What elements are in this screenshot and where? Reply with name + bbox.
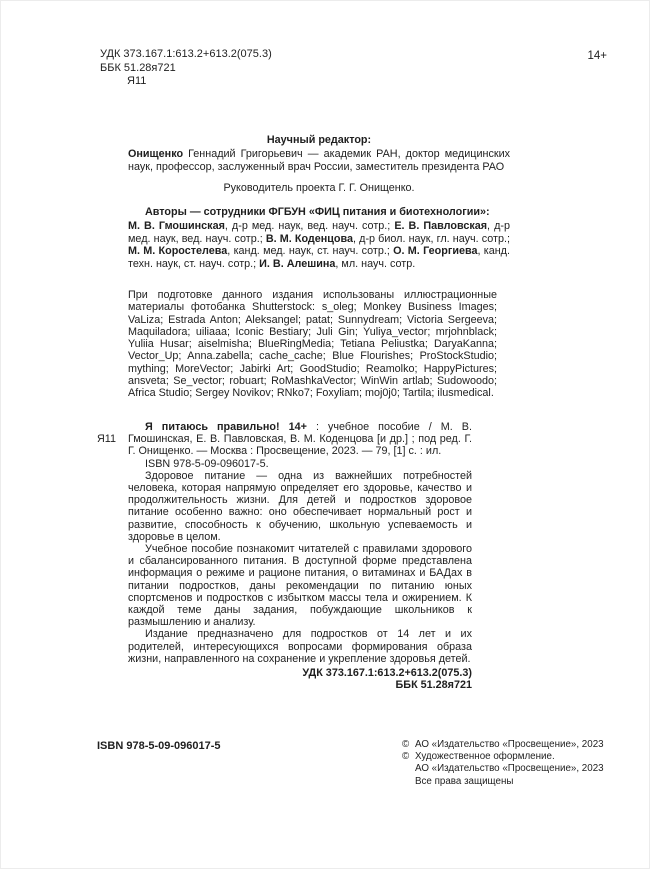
- science-editor-description: [128, 148, 510, 173]
- authors-section: [128, 206, 510, 270]
- authors-list: [128, 220, 510, 270]
- author-name: М. М. Коростелева: [128, 245, 228, 258]
- author-name: М. В. Гмошинская: [128, 220, 225, 233]
- card-isbn: ISBN 978-5-09-096017-5.: [145, 457, 269, 470]
- authors-heading: Авторы — сотрудники ФГБУН «ФИЦ питания и биотехнологии»:: [145, 206, 490, 218]
- author-credentials: , д-р мед. наук, вед. науч. сотр.;: [224, 220, 395, 233]
- card-margin-code: Я11: [97, 433, 117, 445]
- catalog-card: [97, 421, 472, 692]
- copyright-text: Все права защищены: [415, 775, 514, 787]
- annotation-paragraph: Издание предназначено для подростков от 14 лет и их родителей, интересующихся вопросами формирования образа жизни, направленного на сохранение и укрепление здоровья детей.: [128, 628, 472, 665]
- udk-code: УДК 373.167.1:613.2+613.2(075.3): [100, 48, 272, 60]
- copyright-line: [402, 763, 604, 775]
- annotation-paragraph: Здоровое питание — одна из важнейших потребностей человека, которая напрямую определяет его здоровье, качество и продолжительность жизни. Для детей и подростков здоровое питание особенно важно: оно обеспечивает нормальный рост и развитие, способность к обучению, школьную успеваемость и здоровье в целом.: [128, 469, 472, 543]
- footer-isbn: ISBN 978-5-09-096017-5: [97, 740, 221, 752]
- science-editor-section: [128, 134, 510, 195]
- copyright-text: Художественное оформление.: [415, 751, 555, 763]
- author-credentials: , д-р мед. наук, вед. науч. сотр.;: [128, 220, 510, 245]
- project-lead-line: Руководитель проекта Г. Г. Онищенко.: [223, 182, 415, 195]
- age-rating-mark: 14+: [587, 50, 607, 62]
- annotation-paragraph: Учебное пособие познакомит читателей с правилами здорового и сбалансированного питания. В доступной форме представлена информация о режиме и рационе питания, о витаминах и БАДах в питании подростков, даны рекомендации по питанию юных спортсменов и подростков с избытком массы тела и ожирением. К каждой теме даны задания, побуждающие школьников к размышлению и анализу.: [128, 543, 472, 629]
- card-bbk-code: ББК 51.28я721: [395, 679, 472, 692]
- copyright-icon: [402, 776, 415, 788]
- author-name: О. М. Георгиева: [393, 245, 478, 258]
- copyright-text: АО «Издательство «Просвещение», 2023: [415, 739, 604, 750]
- copyright-line: [402, 739, 604, 751]
- card-title-details: : учебное пособие / М. В. Гмошинская, Е. В. Павловская, В. М. Коденцова [и др.] ; под ред. Г. Г. Онищенко. — Москва : Просвещение, 2023. — 79, [1] с. : ил.: [128, 421, 472, 458]
- author-credentials: , д-р биол. наук, гл. науч. сотр.;: [353, 232, 510, 245]
- copyright-icon: ©: [402, 751, 410, 763]
- editor-surname: Онищенко: [128, 148, 184, 161]
- copyright-line: [402, 776, 604, 788]
- book-title: Я питаюсь правильно! 14+: [145, 421, 307, 433]
- illustration-credits: При подготовке данного издания использованы иллюстрационные материалы фотобанка Shutterstock: s_oleg; Monkey Business Images; VaLiza; Estrada Anton; Aleksangel; patat; Sunnydream; Victoria Sergeeva; Maquiladora; uiliaaa; Iconic Bestiary; Juli Gin; Yuliya_vector; mrjohnblack; Yuliia Husar; aiselmisha; BlueRingMedia; Tetiana Peliustka; DaryaKanna; Vector_Up; Anna.zabella; cache_cache; Blue Flourishes; ProStockStudio; mything; MoreVector; Jabirki Art; GoodStudio; Reamolko; HappyPictures; ansveta; Se_vector; robuart; RoMashkaVector; WinWin artlab; Sudowoodo; Africa Studio; Sergey Novikov; RNko7; Foxyliam; moj0j0; Tartila; ilusmedical.: [128, 289, 497, 400]
- top-catalog-codes: [100, 48, 272, 89]
- author-name: Е. В. Павловская: [394, 220, 488, 233]
- author-name: В. М. Коденцова: [265, 232, 354, 245]
- annotation: [128, 470, 472, 665]
- author-credentials: , канд. техн. наук, ст. науч. сотр.;: [128, 245, 510, 270]
- card-udk-code: УДК 373.167.1:613.2+613.2(075.3): [302, 667, 472, 680]
- author-sign-code: Я11: [127, 75, 147, 87]
- bbk-code: ББК 51.28я721: [100, 61, 176, 74]
- copyright-text: АО «Издательство «Просвещение», 2023: [415, 763, 604, 775]
- copyright-icon: ©: [402, 739, 410, 750]
- card-title-entry: [128, 421, 472, 458]
- science-editor-heading: Научный редактор:: [266, 134, 372, 146]
- author-credentials: , мл. науч. сотр.: [335, 257, 416, 270]
- copyright-line: [402, 751, 604, 763]
- editor-regalia: Геннадий Григорьевич — академик РАН, доктор медицинских наук, профессор, заслуженный врач России, заместитель президента РАО: [128, 148, 510, 173]
- author-credentials: , канд. мед. наук, ст. науч. сотр.;: [227, 245, 394, 258]
- copyright-icon: [402, 763, 415, 775]
- copyright-block: [402, 739, 604, 788]
- author-name: И. В. Алешина: [259, 257, 336, 270]
